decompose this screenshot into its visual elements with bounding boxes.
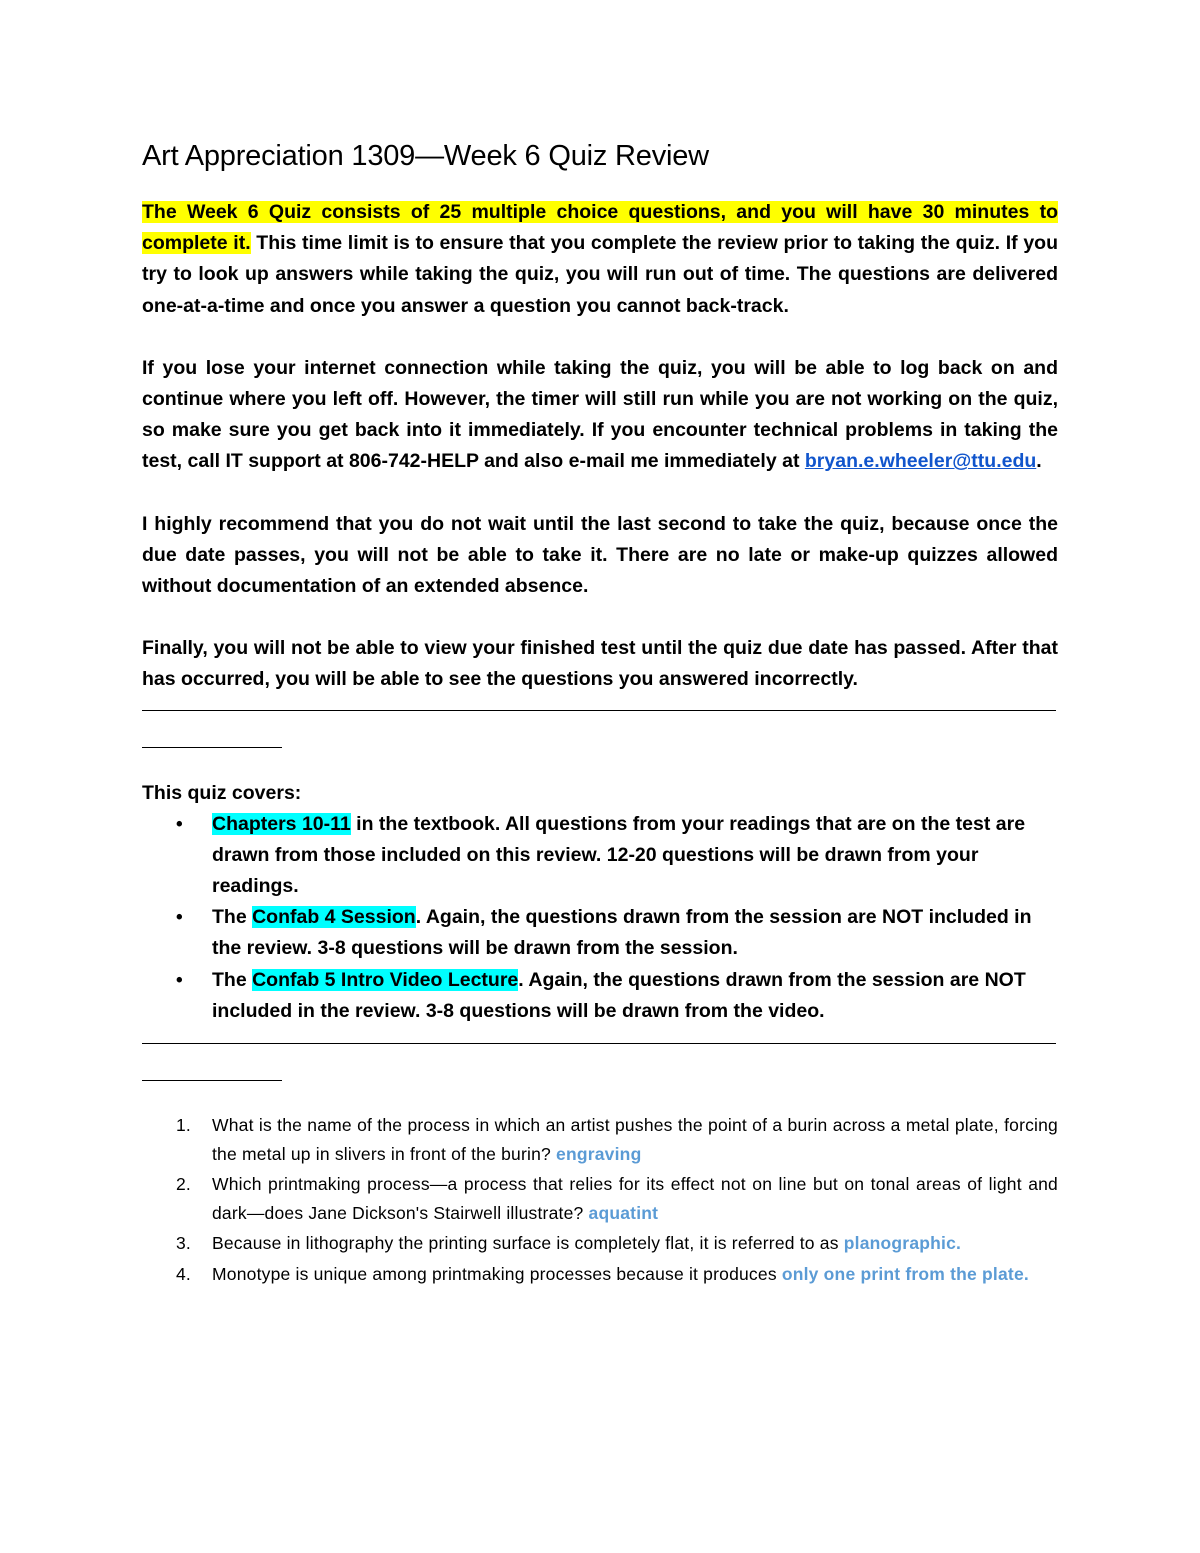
list-item	[176, 902, 1058, 964]
question-list	[142, 1111, 1058, 1288]
question-item	[176, 1111, 1058, 1168]
question-text: What is the name of the process in which an artist pushes the point of a burin across a metal plate, forcing the metal up in slivers in front of the burin?	[212, 1115, 1058, 1164]
question-answer: only one print from the plate.	[781, 1263, 1029, 1284]
divider-line	[142, 710, 1056, 711]
divider-line-short	[142, 1080, 282, 1081]
connection-text: If you lose your internet connection while taking the quiz, you will be able to log back on and continue where you left off. However, the timer will still run while you are not working on the quiz, so make sure you get back into it immediately. If you encounter technical problems in taking the test, call IT support at 806-742-HELP and also e-mail me immediately at	[142, 356, 1058, 473]
bullet-icon: •	[176, 813, 183, 835]
item-highlight: Confab 4 Session	[252, 906, 416, 929]
question-item	[176, 1170, 1058, 1227]
intro-rest: This time limit is to ensure that you complete the review prior to taking the quiz. If you try to look up answers while taking the quiz, you will run out of time. The questions are delivered one-at-a-time and once you answer a question you cannot back-track.	[142, 232, 1058, 317]
item-pre: The	[212, 906, 253, 929]
intro-paragraph	[142, 197, 1058, 322]
question-number: 3.	[176, 1233, 191, 1254]
question-answer: engraving	[556, 1143, 642, 1164]
connection-end: .	[1036, 450, 1042, 473]
question-item	[176, 1229, 1058, 1258]
item-post: in the textbook. All questions from your readings that are on the test are drawn from those included on this review. 12-20 questions will be drawn from your readings.	[212, 812, 1026, 898]
question-text: Which printmaking process—a process that relies for its effect not on line but on tonal areas of light and dark—does Jane Dickson's Stairwell illustrate?	[212, 1174, 1058, 1223]
item-pre: The	[212, 968, 253, 991]
bullet-icon: •	[176, 907, 183, 929]
question-number: 1.	[176, 1115, 191, 1136]
bullet-icon: •	[176, 969, 183, 991]
divider-line	[142, 1043, 1056, 1044]
email-link[interactable]: bryan.e.wheeler@ttu.edu	[804, 450, 1037, 473]
divider-line-short	[142, 747, 282, 748]
question-text: Monotype is unique among printmaking processes because it produces	[212, 1263, 782, 1284]
document-page	[142, 140, 1058, 1290]
question-number: 2.	[176, 1174, 191, 1195]
question-item	[176, 1260, 1058, 1289]
covers-label: This quiz covers:	[142, 781, 302, 804]
question-number: 4.	[176, 1263, 191, 1284]
list-item	[176, 965, 1058, 1027]
item-post: . Again, the questions drawn from the session are NOT included in the review. 3-8 questions will be drawn from the video.	[212, 968, 1026, 1022]
question-answer: aquatint	[588, 1202, 659, 1223]
finally-paragraph: Finally, you will not be able to view your finished test until the quiz due date has passed. After that has occurred, you will be able to see the questions you answered incorrectly.	[142, 637, 1058, 691]
list-item	[176, 809, 1058, 903]
page-title: Art Appreciation 1309—Week 6 Quiz Review	[142, 140, 709, 172]
item-highlight: Chapters 10-11	[212, 812, 351, 835]
item-post: . Again, the questions drawn from the session are NOT included in the review. 3-8 questions will be drawn from the session.	[212, 906, 1032, 960]
recommend-paragraph: I highly recommend that you do not wait until the last second to take the quiz, because once the due date passes, you will not be able to take it. There are no late or make-up quizzes allowed without documentation of an extended absence.	[142, 512, 1058, 598]
question-answer: planographic.	[843, 1233, 962, 1254]
item-highlight: Confab 5 Intro Video Lecture	[252, 968, 519, 991]
question-text: Because in lithography the printing surface is completely flat, it is referred to as	[212, 1233, 844, 1254]
covers-list	[142, 809, 1058, 1027]
connection-paragraph	[142, 353, 1058, 478]
intro-highlight: The Week 6 Quiz consists of 25 multiple choice questions, and you will have 30 minutes to complete it.	[142, 201, 1058, 255]
